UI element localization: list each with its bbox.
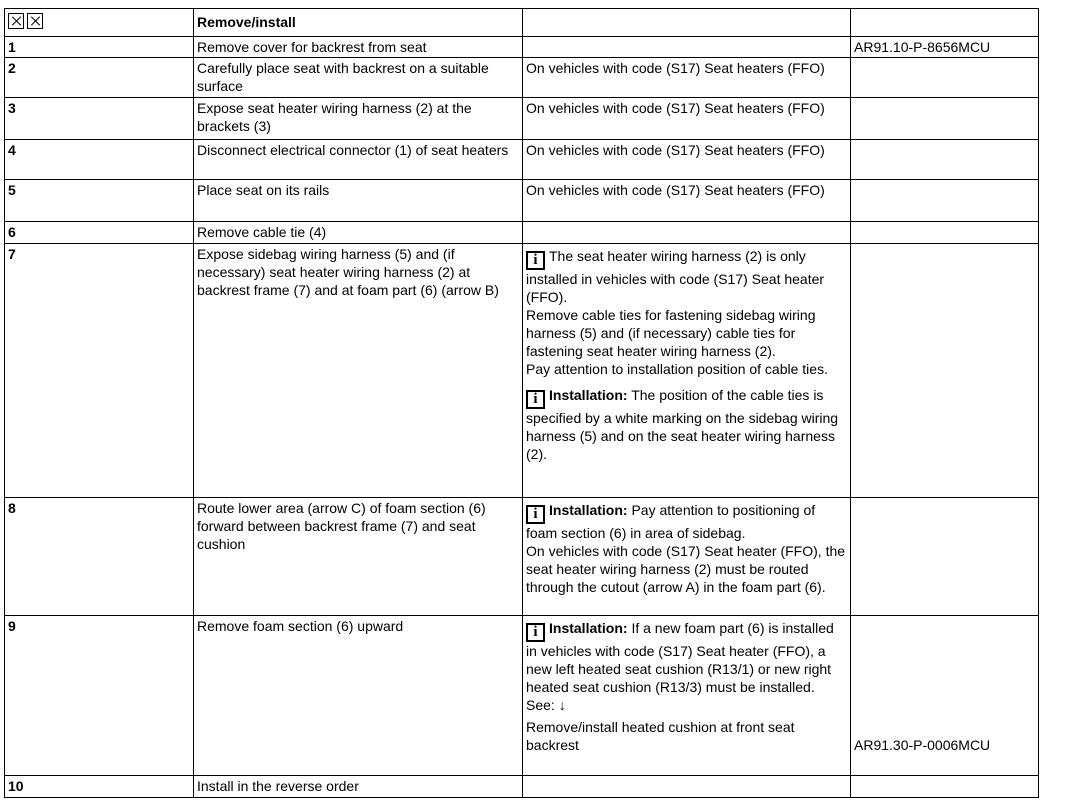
table-row xyxy=(5,180,1039,222)
step-reference xyxy=(851,222,1039,244)
installation-note xyxy=(526,620,834,695)
step-action: Expose seat heater wiring harness (2) at the brackets (3) xyxy=(194,98,523,140)
installation-label: Installation: xyxy=(549,620,628,636)
step-action: Remove foam section (6) upward xyxy=(194,616,523,776)
info-icon: i xyxy=(526,623,545,642)
step-number: 4 xyxy=(5,140,194,180)
step-number: 6 xyxy=(5,222,194,244)
step-reference xyxy=(851,498,1039,616)
table-row xyxy=(5,98,1039,140)
step-note xyxy=(523,37,851,58)
info-icon: i xyxy=(526,390,545,409)
installation-text: If a new foam part (6) is installed in vehicles with code (S17) Seat heater (FFO), a new left heated seat cushion (R13/1) or new right heated seat cushion (R13/3) must be installed. xyxy=(526,620,834,695)
step-note xyxy=(523,222,851,244)
step-reference xyxy=(851,180,1039,222)
step-number: 9 xyxy=(5,616,194,776)
installation-label: Installation: xyxy=(549,502,628,518)
step-reference xyxy=(851,98,1039,140)
info-icon: i xyxy=(526,251,545,270)
header-title: Remove/install xyxy=(194,9,523,37)
step-number: 1 xyxy=(5,37,194,58)
step-number: 7 xyxy=(5,244,194,498)
expand-all-icon[interactable] xyxy=(8,13,24,29)
note-text: On vehicles with code (S17) Seat heater (FFO), the seat heater wiring harness (2) must be routed through the cutout (arrow A) in the foam part (6). xyxy=(526,543,846,595)
step-number: 3 xyxy=(5,98,194,140)
step-note xyxy=(523,776,851,798)
step-note: On vehicles with code (S17) Seat heaters (FFO) xyxy=(523,58,851,98)
step-action: Remove cable tie (4) xyxy=(194,222,523,244)
step-note xyxy=(523,498,851,616)
table-row xyxy=(5,222,1039,244)
info-text: The seat heater wiring harness (2) is only installed in vehicles with code (S17) Seat heater (FFO). xyxy=(526,248,825,305)
table-row xyxy=(5,616,1039,776)
step-action: Disconnect electrical connector (1) of seat heaters xyxy=(194,140,523,180)
step-reference xyxy=(851,58,1039,98)
installation-note xyxy=(526,502,815,541)
step-action: Expose sidebag wiring harness (5) and (if necessary) seat heater wiring harness (2) at backrest frame (7) and at foam part (6) (arrow B) xyxy=(194,244,523,498)
see-text: See: ↓ xyxy=(526,697,566,713)
header-icons-cell xyxy=(5,9,194,37)
step-reference xyxy=(851,140,1039,180)
installation-note xyxy=(526,386,847,463)
table-header-row xyxy=(5,9,1039,37)
header-empty-cell xyxy=(523,9,851,37)
cross-reference-link[interactable]: Remove/install heated cushion at front seat backrest xyxy=(526,719,795,753)
step-action: Carefully place seat with backrest on a suitable surface xyxy=(194,58,523,98)
info-note xyxy=(526,248,824,305)
step-action: Install in the reverse order xyxy=(194,776,523,798)
installation-text: Pay attention to positioning of foam section (6) in area of sidebag. xyxy=(526,502,816,541)
header-empty-cell xyxy=(851,9,1039,37)
step-reference-link[interactable]: AR91.30-P-0006MCU xyxy=(851,616,1039,776)
step-note: On vehicles with code (S17) Seat heaters (FFO) xyxy=(523,180,851,222)
step-number: 5 xyxy=(5,180,194,222)
step-note xyxy=(523,616,851,776)
installation-label: Installation: xyxy=(549,387,628,403)
step-action: Remove cover for backrest from seat xyxy=(194,37,523,58)
step-reference xyxy=(851,776,1039,798)
step-note: On vehicles with code (S17) Seat heaters (FFO) xyxy=(523,98,851,140)
step-number: 2 xyxy=(5,58,194,98)
note-text: Remove cable ties for fastening sidebag wiring harness (5) and (if necessary) cable ties for fastening seat heater wiring harness (2). xyxy=(526,307,816,359)
table-row xyxy=(5,498,1039,616)
step-reference-link[interactable]: AR91.10-P-8656MCU xyxy=(851,37,1039,58)
table-row xyxy=(5,776,1039,798)
step-reference xyxy=(851,244,1039,498)
table-row xyxy=(5,140,1039,180)
procedure-table xyxy=(4,8,1039,798)
step-note: On vehicles with code (S17) Seat heaters (FFO) xyxy=(523,140,851,180)
step-note xyxy=(523,244,851,498)
info-icon: i xyxy=(526,505,545,524)
table-row xyxy=(5,244,1039,498)
installation-text: The position of the cable ties is specified by a white marking on the sidebag wiring harness (5) and on the seat heater wiring harness (2). xyxy=(526,387,839,462)
table-row xyxy=(5,37,1039,58)
note-text: Pay attention to installation position of cable ties. xyxy=(526,361,828,377)
step-number: 8 xyxy=(5,498,194,616)
table-row xyxy=(5,58,1039,98)
step-number: 10 xyxy=(5,776,194,798)
collapse-all-icon[interactable] xyxy=(27,13,43,29)
step-action: Place seat on its rails xyxy=(194,180,523,222)
step-action: Route lower area (arrow C) of foam section (6) forward between backrest frame (7) and seat cushion xyxy=(194,498,523,616)
